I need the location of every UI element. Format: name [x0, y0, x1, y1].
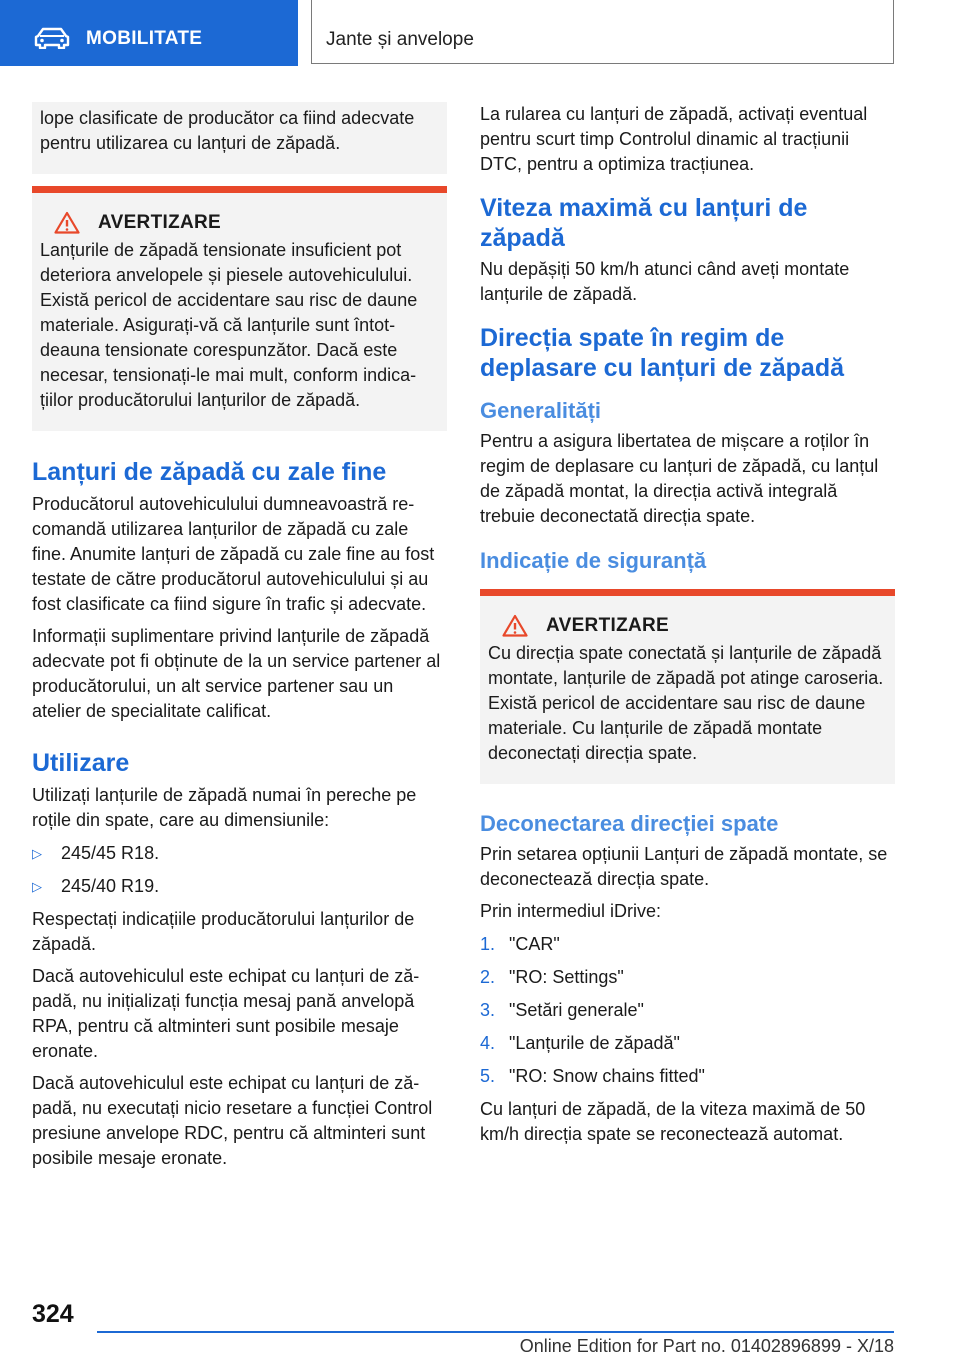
intro-text: lope clasificate de producător ca fiind adecvate pentru utilizarea cu lanțuri de zăpadă.	[40, 108, 415, 153]
usage-paragraph-3: Dacă autovehiculul este echipat cu lanțuri de zăpadă, nu inițializați funcția mesaj pană anvelopă RPA, pentru că altminteri sunt posibile mesaje eronate.	[32, 966, 420, 1061]
warning-label: AVERTIZARE	[98, 211, 221, 233]
heading-usage: Utilizare	[32, 749, 130, 777]
step-text: "CAR"	[509, 934, 560, 954]
section-tab[interactable]	[0, 0, 298, 66]
list-item	[480, 998, 895, 1023]
list-item	[480, 1031, 895, 1056]
step-text: "Setări generale"	[509, 1000, 644, 1020]
tire-size: 245/45 R18.	[61, 843, 160, 863]
right-column	[480, 102, 895, 1154]
step-number: 5.	[480, 1066, 496, 1086]
heading-max-speed: Viteza maximă cu lanțuri de zăpadă	[480, 194, 808, 252]
heading-safety: Indicație de siguranță	[480, 548, 707, 573]
warning-icon	[502, 614, 528, 637]
step-text: "RO: Settings"	[509, 967, 624, 987]
disconnect-paragraph-3: Cu lanțuri de zăpadă, de la viteza maximă de 50 km/h direcția spate se reconectează automat.	[480, 1099, 866, 1144]
heading-disconnect-rear-steering: Deconectarea direcției spate	[480, 811, 779, 836]
disconnect-paragraph-2: Prin intermediul iDrive:	[480, 901, 662, 921]
footer-divider	[97, 1331, 894, 1333]
step-number: 1.	[480, 934, 496, 954]
chapter-tab[interactable]	[311, 0, 894, 64]
fine-chains-paragraph-1: Producătorul autovehiculului dumneavoastră recomandă utilizarea lanțurilor de zăpadă cu zale fine. Anumite lanțuri de zăpadă cu zale fine au fost testate de către producătorul autovehiculului și au fost clasificate ca fiind sigure în trafic și adecvate.	[32, 494, 435, 614]
car-icon	[34, 27, 70, 49]
step-number: 2.	[480, 967, 496, 987]
warning-title-row	[40, 211, 439, 234]
dtc-paragraph: La rularea cu lanțuri de zăpadă, activați eventual pentru scurt timp Controlul dinamic al tracțiunii DTC, pentru a optimiza tracțiunea.	[480, 104, 868, 174]
fine-chains-paragraph-2: Informații suplimentare privind lanțurile de zăpadă adecvate pot fi obținute de la un service partener al producătorului, un alt service partener sau un atelier de specialitate calificat.	[32, 626, 441, 721]
page-header	[0, 0, 960, 66]
triangle-bullet-icon: ▷	[32, 846, 42, 861]
left-column	[32, 102, 447, 1178]
warning-text: Cu direcția spate conectată și lanțurile de zăpadă montate, lanțurile de zăpadă pot atinge caroseria. Există pericol de accidentare sau risc de daune materiale. Cu lanțurile de zăpadă montate deconectați direcția spate.	[488, 643, 884, 763]
general-text: Pentru a asigura libertatea de mișcare a roților în regim de deplasare cu lanțuri de zăpadă, cu lanțul de zăpadă montat, la direcția activă integrală trebuie deconectată direcția spate.	[480, 431, 879, 526]
chapter-label: Jante și anvelope	[326, 29, 474, 50]
list-item	[32, 841, 447, 866]
list-item	[480, 1064, 895, 1089]
triangle-bullet-icon: ▷	[32, 879, 42, 894]
list-item	[480, 965, 895, 990]
warning-label: AVERTIZARE	[546, 614, 669, 636]
intro-box	[32, 102, 447, 174]
warning-text: Lanțurile de zăpadă tensionate insuficient pot deteriora anvelopele și piesele autovehiculului. Există pericol de accidentare sau risc de daune materiale. Asigurați-vă că lanțurile sunt întotdeauna tensionate corespunzător. Dacă este necesar, tensionați-le mai mult, conform indicațiilor producătorului lanțurilor de zăpadă.	[40, 240, 418, 410]
warning-box-chains-tension	[32, 186, 447, 431]
disconnect-paragraph-1: Prin setarea opțiunii Lanțuri de zăpadă montate, se deconectează direcția spate.	[480, 844, 888, 889]
list-item	[32, 874, 447, 899]
page-number: 324	[32, 1300, 74, 1328]
heading-rear-steering: Direcția spate în regim de deplasare cu lanțuri de zăpadă	[480, 324, 845, 382]
step-number: 3.	[480, 1000, 496, 1020]
list-item	[480, 932, 895, 957]
warning-title-row	[488, 614, 887, 637]
max-speed-text: Nu depășiți 50 km/h atunci când aveți montate lanțurile de zăpadă.	[480, 259, 850, 304]
warning-box-rear-steering	[480, 589, 895, 784]
warning-icon	[54, 211, 80, 234]
step-number: 4.	[480, 1033, 496, 1053]
usage-intro: Utilizați lanțurile de zăpadă numai în pereche pe roțile din spate, care au dimensiunile:	[32, 785, 417, 830]
heading-fine-chains: Lanțuri de zăpadă cu zale fine	[32, 458, 387, 486]
heading-general: Generalități	[480, 398, 602, 423]
step-text: "Lanțurile de zăpadă"	[509, 1033, 680, 1053]
usage-paragraph-4: Dacă autovehiculul este echipat cu lanțuri de zăpadă, nu executați nicio resetare a funcției Control presiune anvelope RDC, pentru că altminteri sunt posibile mesaje eronate.	[32, 1073, 433, 1168]
section-label: MOBILITATE	[86, 28, 203, 49]
usage-paragraph-2: Respectați indicațiile producătorului lanțurilor de zăpadă.	[32, 909, 415, 954]
step-text: "RO: Snow chains fitted"	[509, 1066, 705, 1086]
idrive-steps-list	[480, 932, 895, 1089]
edition-text: Online Edition for Part no. 01402896899 - X/18	[519, 1336, 894, 1356]
tire-size-list	[32, 841, 447, 899]
tire-size: 245/40 R19.	[61, 876, 160, 896]
